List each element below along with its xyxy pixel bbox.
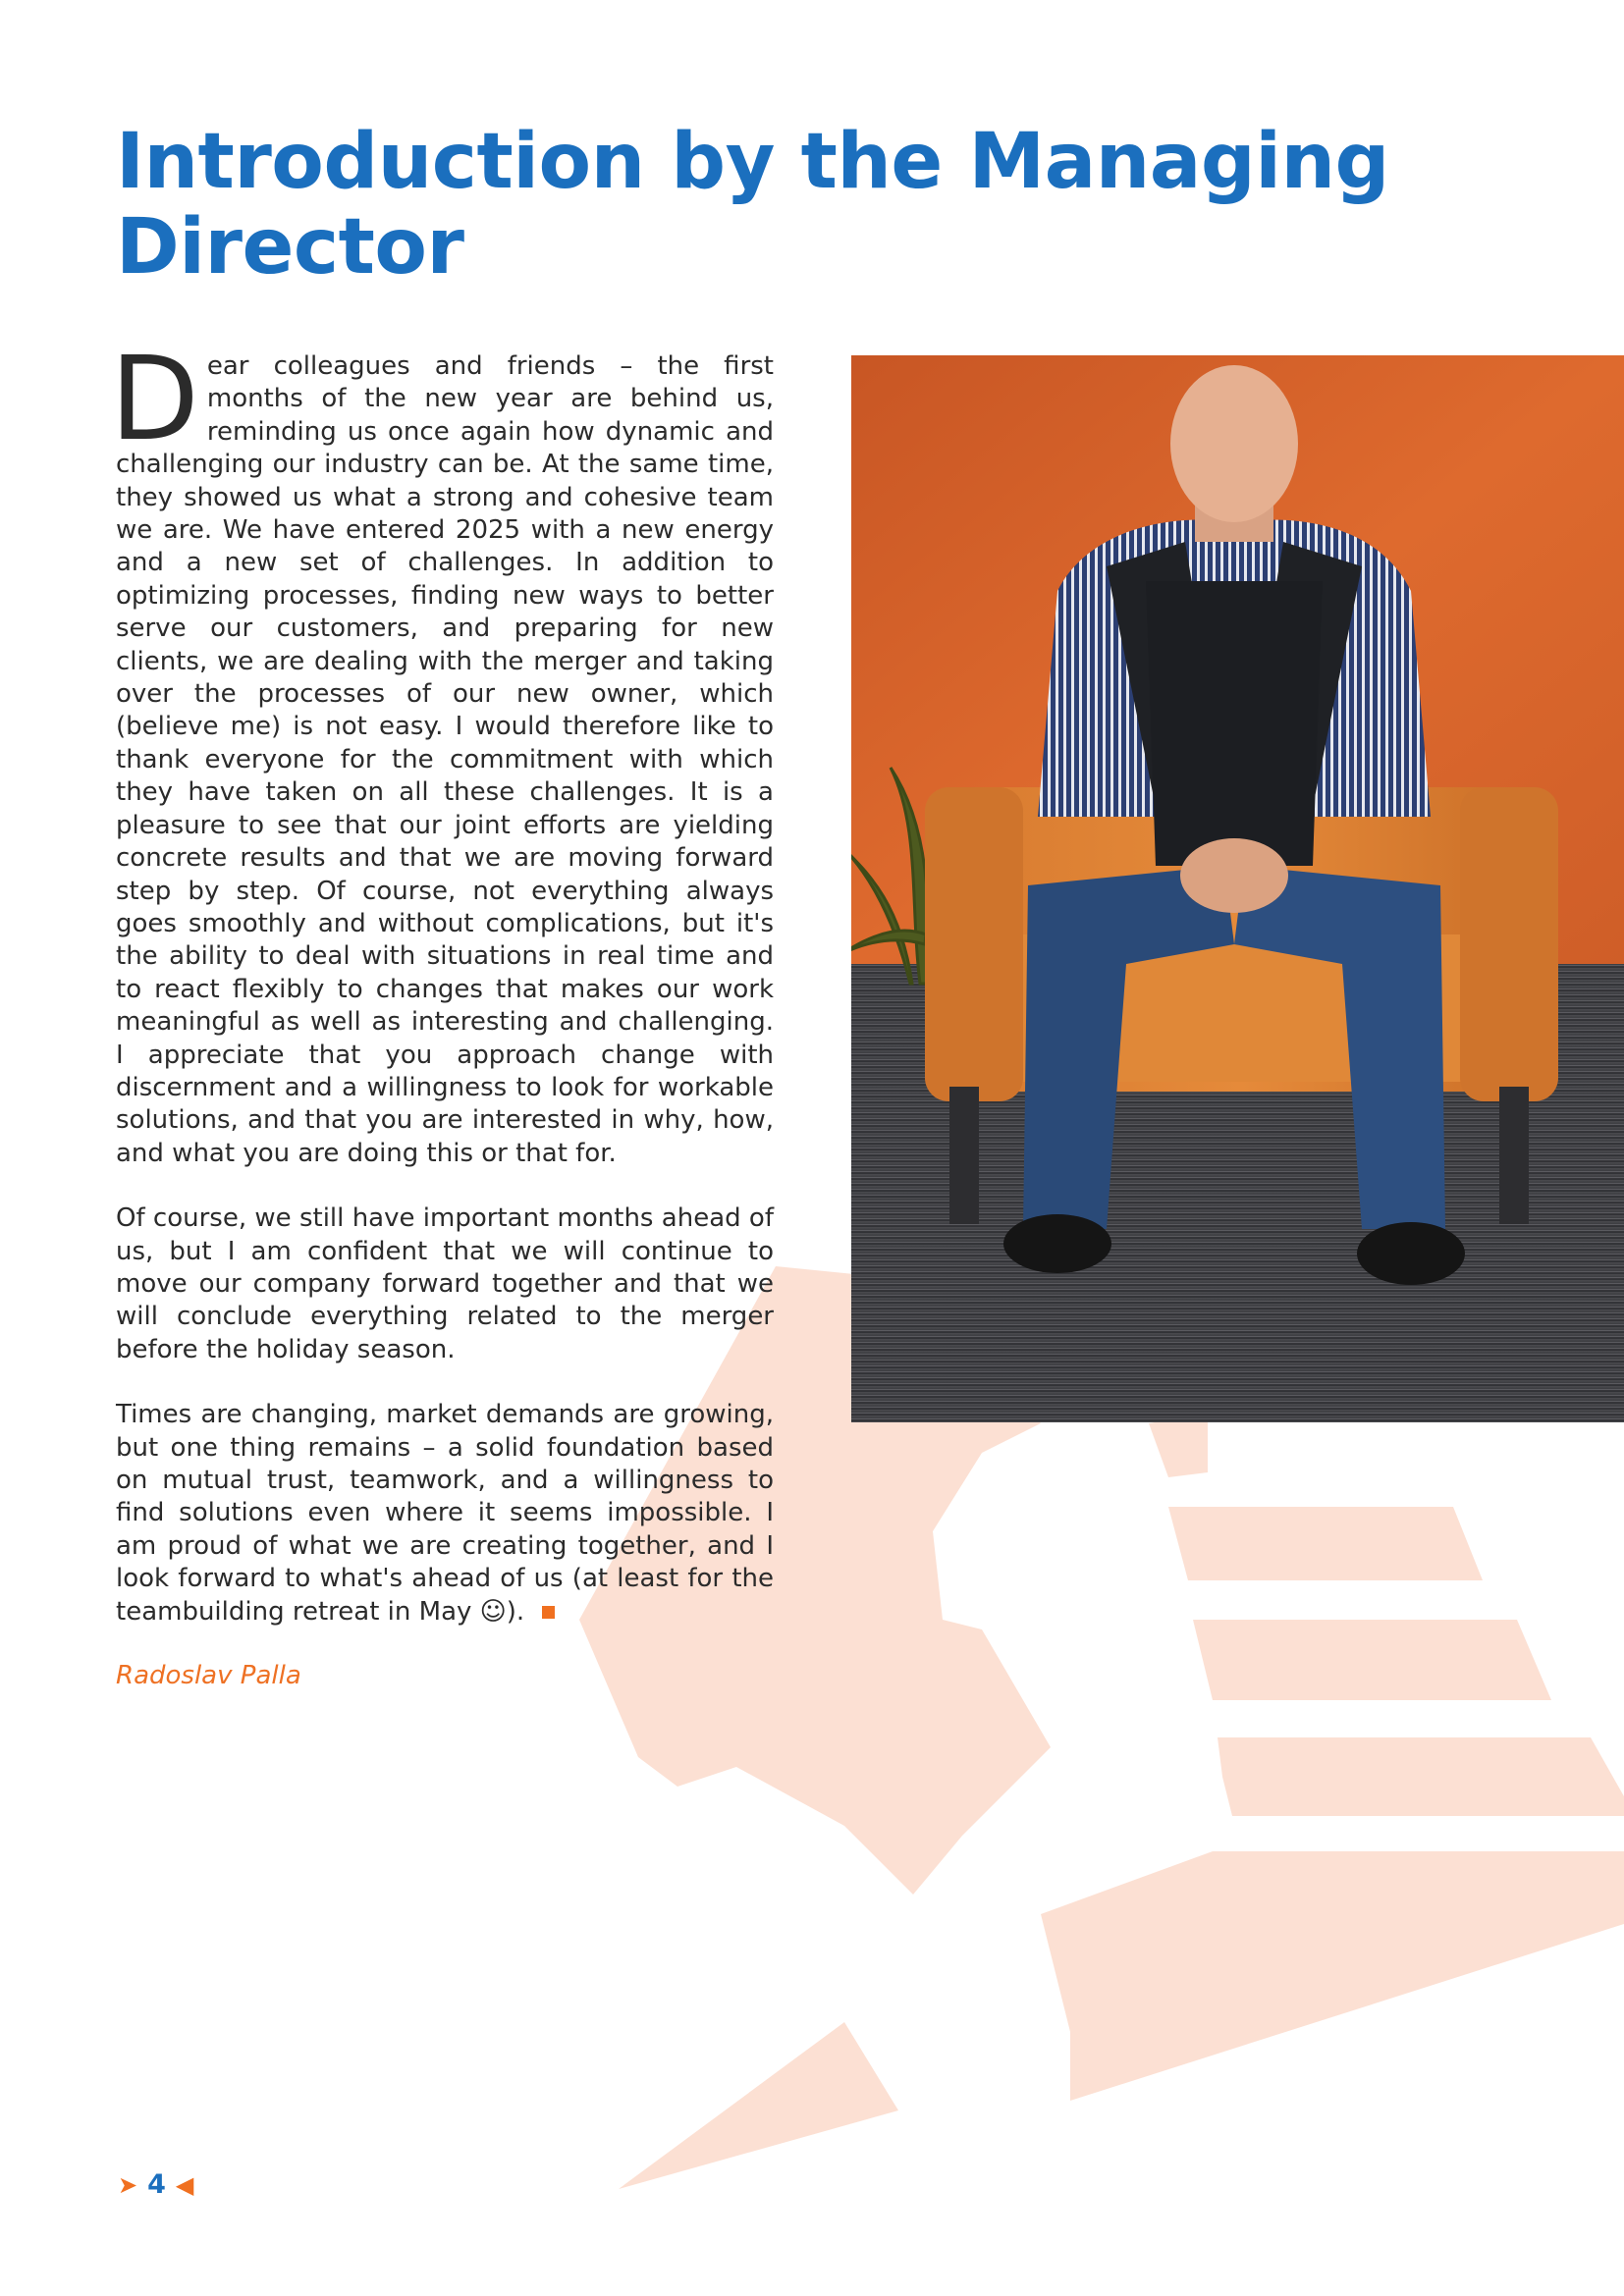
- chevron-right-icon: ➤: [118, 2170, 138, 2199]
- paragraph-1-text: ear colleagues and friends – the first months of the new year are behind us, reminding us once again how dynamic and challenging our industry can be. At the same time, they showed us what a strong and cohesive team we are. We have entered 2025 with a new energy and a new set of challenges. In addition to optimizing processes, finding new ways to better serve our customers, and preparing for new clients, we are dealing with the merger and taking over the processes of our new owner, which (believe me) is not easy. I would therefore like to thank everyone for the commitment with which they have taken on all these challenges. It is a pleasure to see that our joint efforts are yielding concrete results and that we are moving forward step by step. Of course, not everything always goes smoothly and without complications, but it's the ability to deal with situations in real time and to react flexibly to changes that makes our work meaningful as well as interesting and challenging. I appreciate that you approach change with discernment and a willingness to look for workable solutions, and that you are interested in why, how, and what you are doing this or that for.: [116, 351, 774, 1168]
- page-number-value: 4: [147, 2169, 166, 2200]
- paragraph-3: [116, 1399, 774, 1629]
- signature: Radoslav Palla: [116, 1661, 301, 1690]
- page-number: [118, 2169, 193, 2200]
- paragraph-2: Of course, we still have important months ahead of us, but I am confident that we will continue to move our company forward together and that we will conclude everything related to the merger before the holiday season.: [116, 1203, 774, 1364]
- paragraph-1: [110, 331, 774, 1170]
- letter-body: [110, 331, 774, 1661]
- end-mark-icon: [542, 1606, 555, 1619]
- page-title: Introduction by the Managing Director: [116, 118, 1389, 292]
- managing-director-photo: [851, 355, 1624, 1422]
- paragraph-3-text: Times are changing, market demands are growing, but one thing remains – a solid foundation based on mutual trust, teamwork, and a willingness to find solutions even where it seems impossible. I am proud of what we are creating together, and I look forward to what's ahead of us (at least for the teambuilding retreat in May ☺).: [116, 1400, 774, 1627]
- chevron-left-icon: ◀: [175, 2170, 194, 2199]
- drop-cap: D: [110, 331, 199, 466]
- photo-illustration: [851, 355, 1624, 1422]
